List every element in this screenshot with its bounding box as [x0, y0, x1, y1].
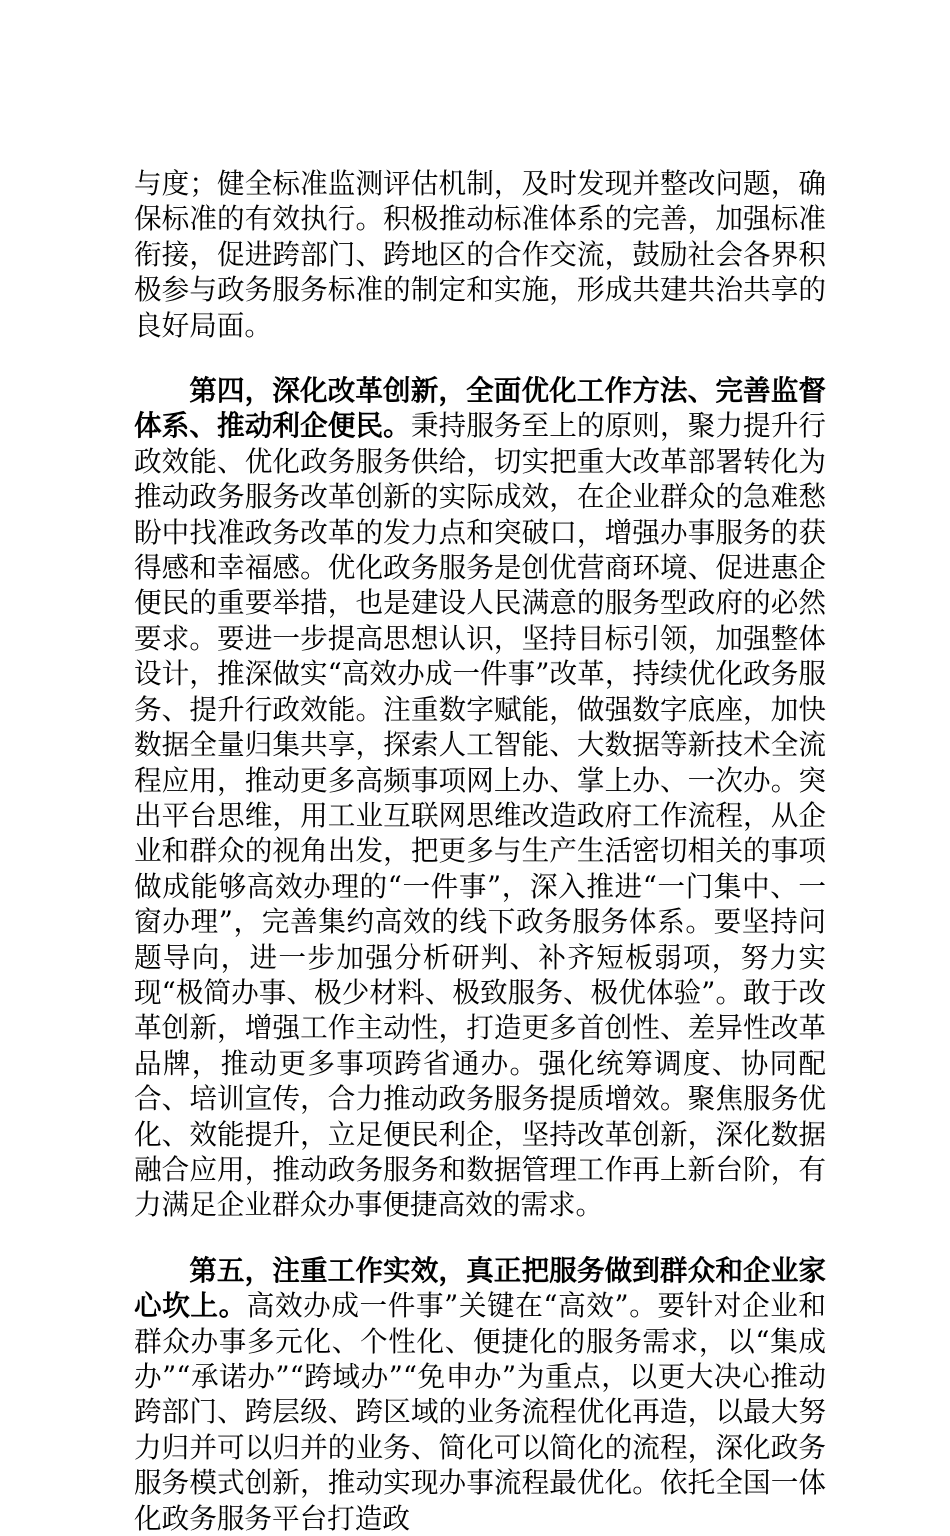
paragraph-lead-heading: 第四，深化改革创新，全面优化工作方法、完善监督体系、推动利企便民。: [134, 374, 826, 443]
paragraph-body: 与度；健全标准监测评估机制，及时发现并整改问题，确保标准的有效执行。积极推动标准体系的完善，加强标准衔接，促进跨部门、跨地区的合作交流，鼓励社会各界积极参与政务服务标准的制定和实施，形成共建共治共享的良好局面。: [134, 167, 826, 342]
paragraph-body: 秉持服务至上的原则，聚力提升行政效能、优化政务服务供给，切实把重大改革部署转化为推动政务服务改革创新的实际成效，在企业群众的急难愁盼中找准政务改革的发力点和突破口，增强办事服务的获得感和幸福感。优化政务服务是创优营商环境、促进惠企便民的重要举措，也是建设人民满意的服务型政府的必然要求。要进一步提高思想认识，坚持目标引领，加强整体设计，推深做实“高效办成一件事”改革，持续优化政务服务、提升行政效能。注重数字赋能，做强数字底座，加快数据全量归集共享，探索人工智能、大数据等新技术全流程应用，推动更多高频事项网上办、掌上办、一次办。突出平台思维，用工业互联网思维改造政府工作流程，从企业和群众的视角出发，把更多与生产生活密切相关的事项做成能够高效办理的“一件事”，深入推进“一门集中、一窗办理”，完善集约高效的线下政务服务体系。要坚持问题导向，进一步加强分析研判、补齐短板弱项，努力实现“极简办事、极少材料、极致服务、极优体验”。敢于改革创新，增强工作主动性，打造更多首创性、差异性改革品牌，推动更多事项跨省通办。强化统筹调度、协同配合、培训宣传，合力推动政务服务提质增效。聚焦服务优化、效能提升，立足便民利企，坚持改革创新，深化数据融合应用，推动政务服务和数据管理工作再上新台阶，有力满足企业群众办事便捷高效的需求。: [134, 409, 826, 1222]
paragraph-continuation: [134, 166, 826, 343]
paragraph-fourth-point: [134, 373, 826, 1223]
document-page: [134, 166, 826, 1536]
paragraph-fifth-point: [134, 1253, 826, 1536]
paragraph-body: 高效办成一件事”关键在“高效”。要针对企业和群众办事多元化、个性化、便捷化的服务需求，以“集成办”“承诺办”“跨域办”“免申办”为重点，以更大决心推动跨部门、跨层级、跨区域的业务流程优化再造，以最大努力归并可以归并的业务、简化可以简化的流程，深化政务服务模式创新，推动实现办事流程最优化。依托全国一体化政务服务平台打造政: [134, 1289, 826, 1535]
paragraph-lead-heading: 第五，注重工作实效，真正把服务做到群众和企业家心坎上。: [134, 1253, 826, 1323]
